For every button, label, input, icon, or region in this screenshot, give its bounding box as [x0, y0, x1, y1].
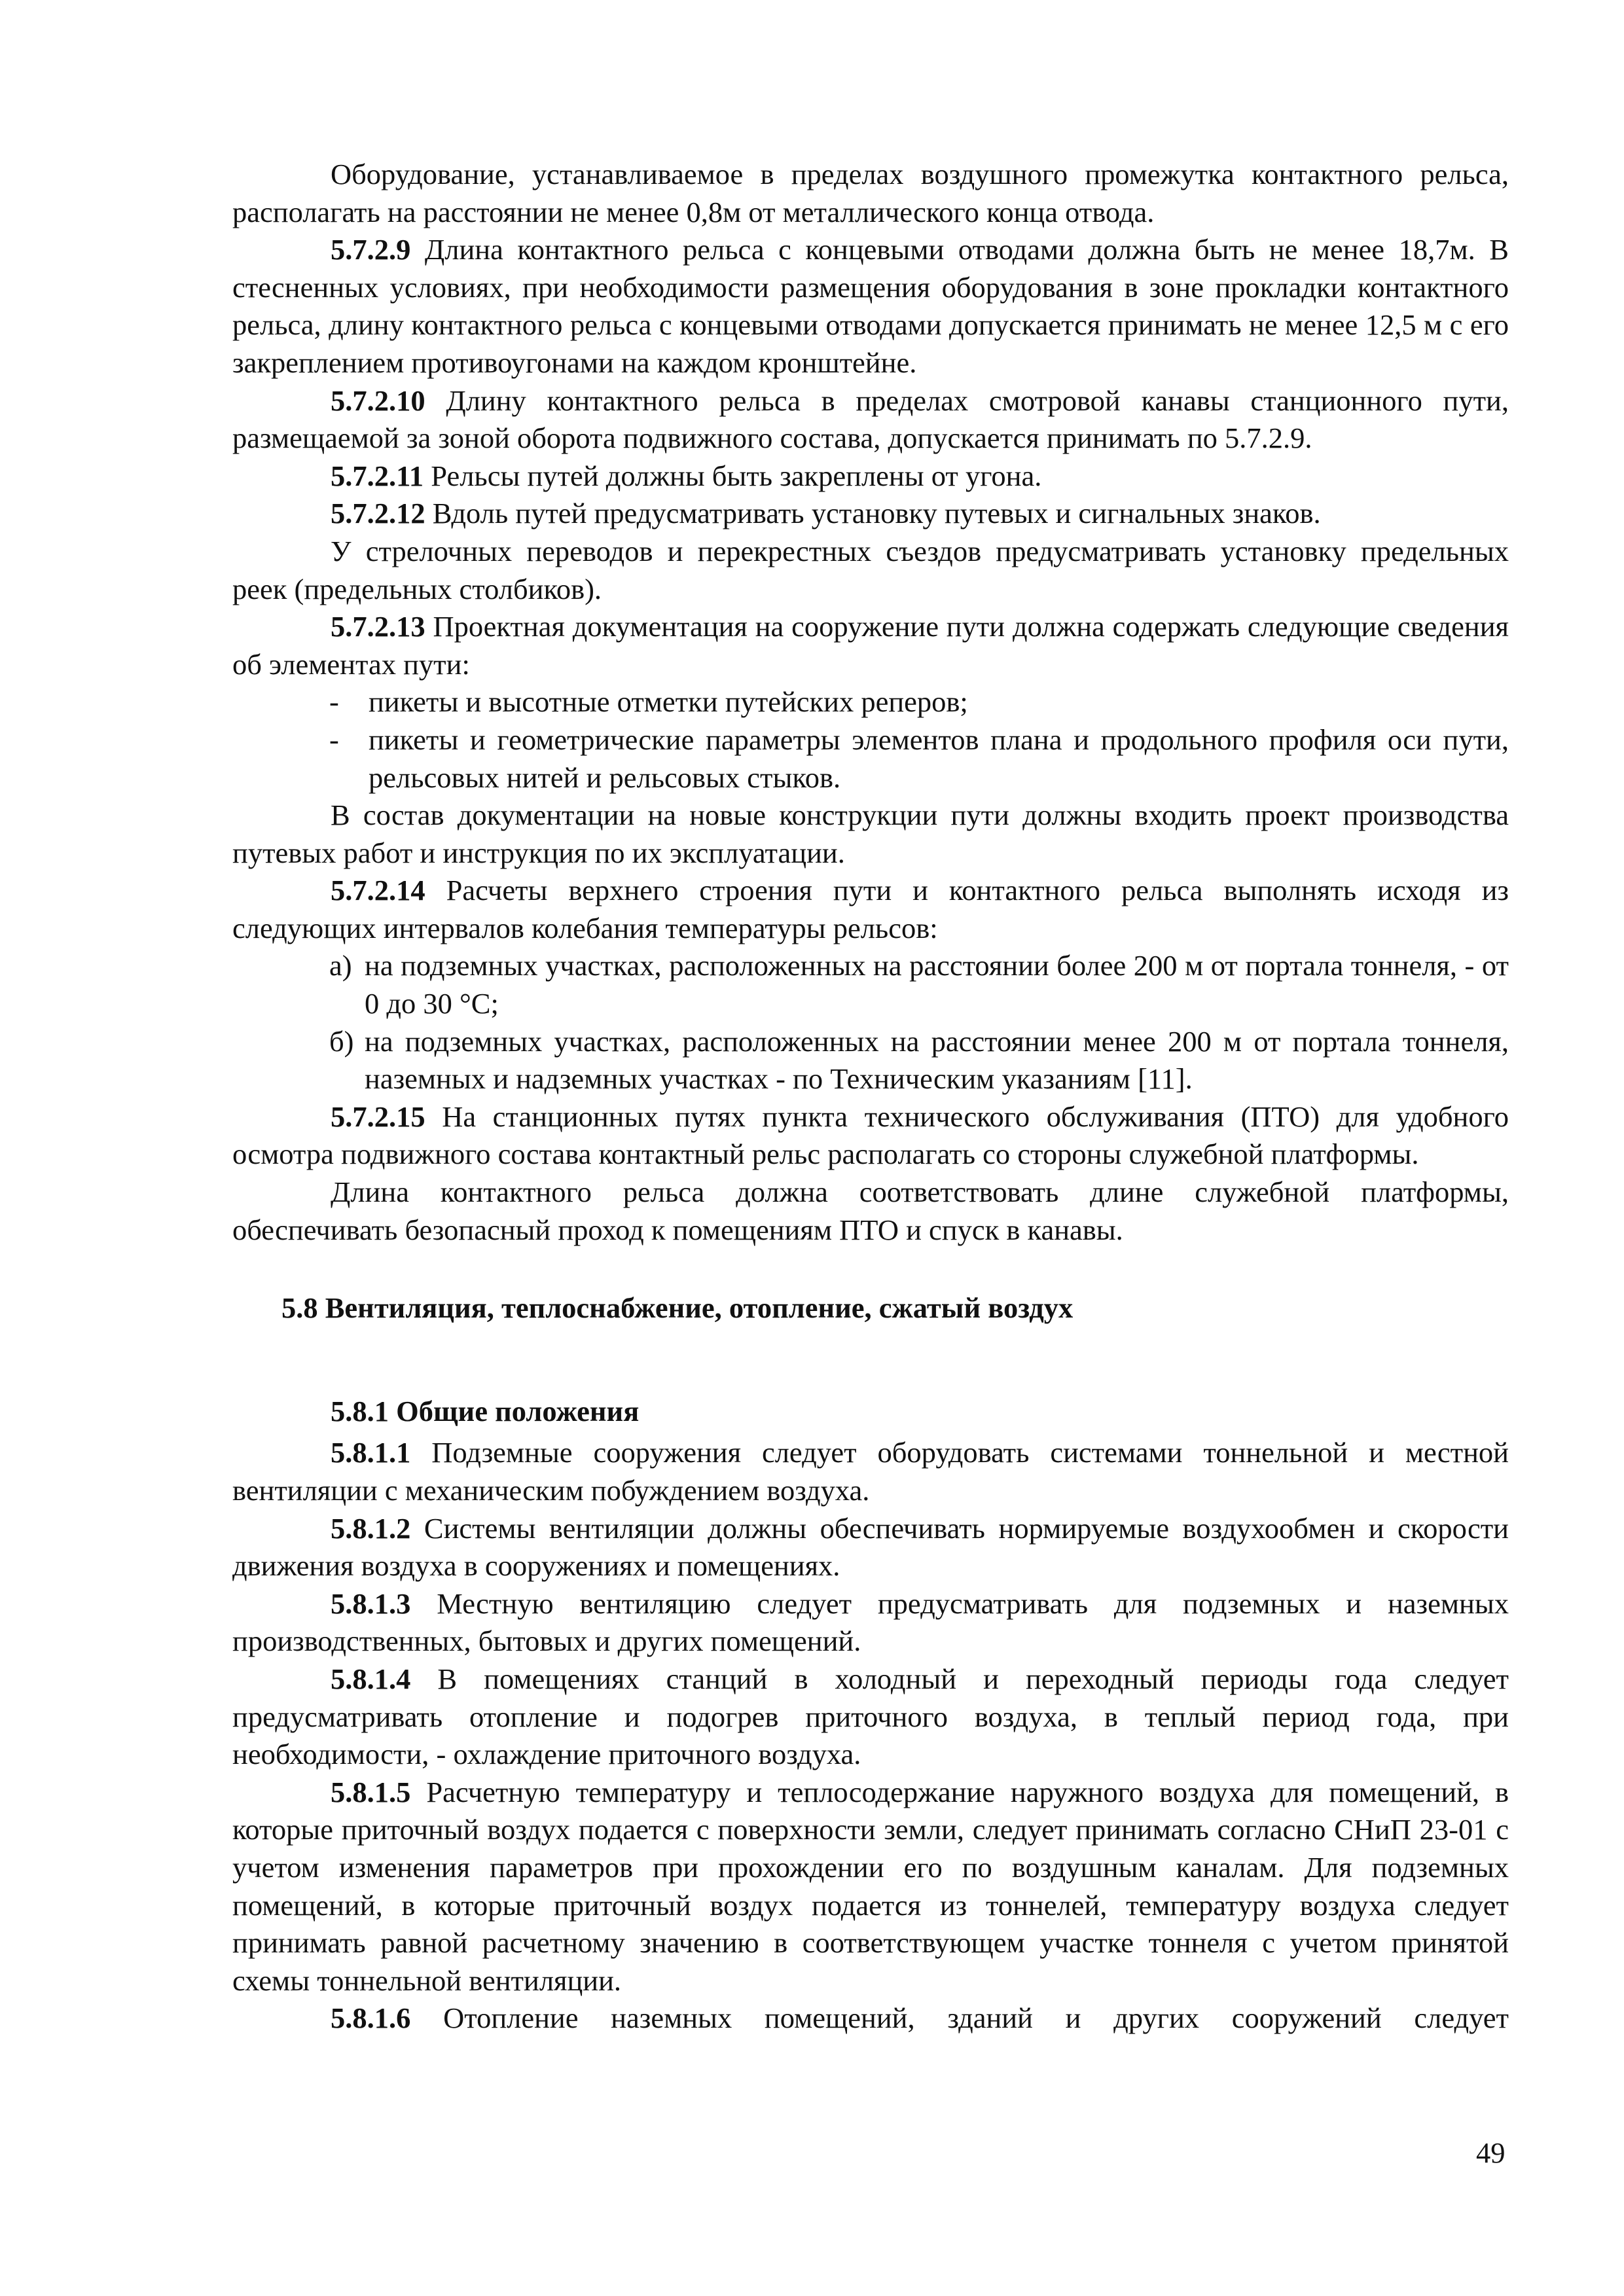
- list-marker: б): [329, 1024, 354, 1058]
- paragraph-5-7-2-13: [232, 608, 1509, 683]
- list-item: [232, 947, 1509, 1022]
- clause-text: Длину контактного рельса в пределах смотровой канавы станционного пути, размещаемой за зоной оборота подвижного состава, допускается принимать по 5.7.2.9.: [232, 384, 1509, 455]
- clause-text: Рельсы путей должны быть закреплены от угона.: [424, 459, 1042, 492]
- paragraph-5-8-1-6: [232, 2000, 1509, 2037]
- clause-text: Расчетную температуру и теплосодержание наружного воздуха для помещений, в которые приточный воздух подается с поверхности земли, следует принимать согласно СНиП 23-01 с учетом изменения параметров при прохождении его по воздушным каналам. Для подземных помещений, в которые приточный воздух подается из тоннелей, температуру воздуха следует принимать равной расчетному значению в соответствующем участке тоннеля с учетом принятой схемы тоннельной вентиляции.: [232, 1775, 1509, 1997]
- paragraph-5-8-1-1: [232, 1434, 1509, 1509]
- clause-text: Системы вентиляции должны обеспечивать нормируемые воздухообмен и скорости движения воздуха в сооружениях и помещениях.: [232, 1511, 1509, 1583]
- clause-number: 5.7.2.15: [331, 1100, 425, 1133]
- paragraph-5-8-1-2: [232, 1510, 1509, 1585]
- list-item: [232, 683, 1509, 721]
- clause-text: На станционных путях пункта технического обслуживания (ПТО) для удобного осмотра подвижного состава контактный рельс располагать со стороны служебной платформы.: [232, 1100, 1509, 1171]
- document-page: [232, 156, 1509, 2037]
- list-item-text: пикеты и геометрические параметры элементов плана и продольного профиля оси пути, рельсовых нитей и рельсовых стыков.: [369, 723, 1509, 794]
- clause-text: Местную вентиляцию следует предусматривать для подземных и наземных производственных, бытовых и других помещений.: [232, 1587, 1509, 1658]
- list-item: [232, 1023, 1509, 1098]
- clause-number: 5.8.1.1: [331, 1436, 411, 1469]
- list-item: [232, 721, 1509, 797]
- list-marker: а): [329, 949, 352, 982]
- paragraph-5-7-2-12-extra: У стрелочных переводов и перекрестных съездов предусматривать установку предельных реек (предельных столбиков).: [232, 534, 1509, 605]
- section-heading-5-8: 5.8 Вентиляция, теплоснабжение, отопление, сжатый воздух: [281, 1291, 1074, 1325]
- paragraph-5-8-1-5: [232, 1774, 1509, 2000]
- clause-number: 5.7.2.14: [331, 874, 425, 907]
- paragraph-5-7-2-9: [232, 231, 1509, 382]
- list-item-text: пикеты и высотные отметки путейских реперов;: [369, 685, 968, 719]
- intro-paragraph: Оборудование, устанавливаемое в пределах воздушного промежутка контактного рельса, располагать на расстоянии не менее 0,8м от металлического конца отвода.: [232, 158, 1509, 228]
- clause-text: Отопление наземных помещений, зданий и других сооружений следует: [410, 2001, 1509, 2035]
- paragraph-5-8-1-4: [232, 1660, 1509, 1774]
- clause-number: 5.7.2.9: [331, 233, 411, 266]
- list-item-text: на подземных участках, расположенных на расстоянии более 200 м от портала тоннеля, - от 0 до 30 °С;: [365, 949, 1509, 1020]
- clause-text: Проектная документация на сооружение пути должна содержать следующие сведения об элементах пути:: [232, 610, 1509, 681]
- clause-text: Вдоль путей предусматривать установку путевых и сигнальных знаков.: [425, 497, 1321, 530]
- paragraph-5-7-2-12: [232, 495, 1509, 533]
- paragraph-5-8-1-3: [232, 1585, 1509, 1660]
- clause-text: Подземные сооружения следует оборудовать системами тоннельной и местной вентиляции с механическим побуждением воздуха.: [232, 1436, 1509, 1507]
- list-marker: -: [329, 685, 339, 719]
- paragraph-5-7-2-11: [232, 457, 1509, 495]
- paragraph-5-7-2-15: [232, 1098, 1509, 1174]
- subsection-heading-5-8-1: 5.8.1 Общие положения: [331, 1394, 640, 1427]
- paragraph-5-7-2-13-after: В состав документации на новые конструкции пути должны входить проект производства путевых работ и инструкция по их эксплуатации.: [232, 798, 1509, 869]
- clause-number: 5.7.2.10: [331, 384, 425, 417]
- list-marker: -: [329, 723, 339, 756]
- clause-number: 5.8.1.6: [331, 2001, 411, 2035]
- clause-number: 5.8.1.4: [331, 1662, 411, 1695]
- paragraph-5-7-2-10: [232, 382, 1509, 457]
- paragraph-5-7-2-15-extra: Длина контактного рельса должна соответствовать длине служебной платформы, обеспечивать безопасный проход к помещениям ПТО и спуск в канавы.: [232, 1175, 1509, 1246]
- clause-text: Длина контактного рельса с концевыми отводами должна быть не менее 18,7м. В стесненных условиях, при необходимости размещения оборудования в зоне прокладки контактного рельса, длину контактного рельса с концевыми отводами допускается принимать не менее 12,5 м с его закреплением противоугонами на каждом кронштейне.: [232, 233, 1509, 379]
- clause-number: 5.8.1.5: [331, 1775, 411, 1808]
- clause-number: 5.7.2.13: [331, 610, 425, 643]
- list-item-text: на подземных участках, расположенных на расстоянии менее 200 м от портала тоннеля, наземных и надземных участках - по Техническим указаниям [11].: [365, 1024, 1509, 1096]
- clause-number: 5.8.1.3: [331, 1587, 411, 1620]
- clause-text: В помещениях станций в холодный и переходный периоды года следует предусматривать отопление и подогрев приточного воздуха, в теплый период года, при необходимости, - охлаждение приточного воздуха.: [232, 1662, 1509, 1771]
- clause-number: 5.8.1.2: [331, 1511, 411, 1545]
- clause-number: 5.7.2.12: [331, 497, 425, 530]
- paragraph-5-7-2-14: [232, 872, 1509, 947]
- clause-text: Расчеты верхнего строения пути и контактного рельса выполнять исходя из следующих интервалов колебания температуры рельсов:: [232, 874, 1509, 944]
- clause-number: 5.7.2.11: [331, 459, 424, 492]
- page-number: 49: [1476, 2136, 1506, 2169]
